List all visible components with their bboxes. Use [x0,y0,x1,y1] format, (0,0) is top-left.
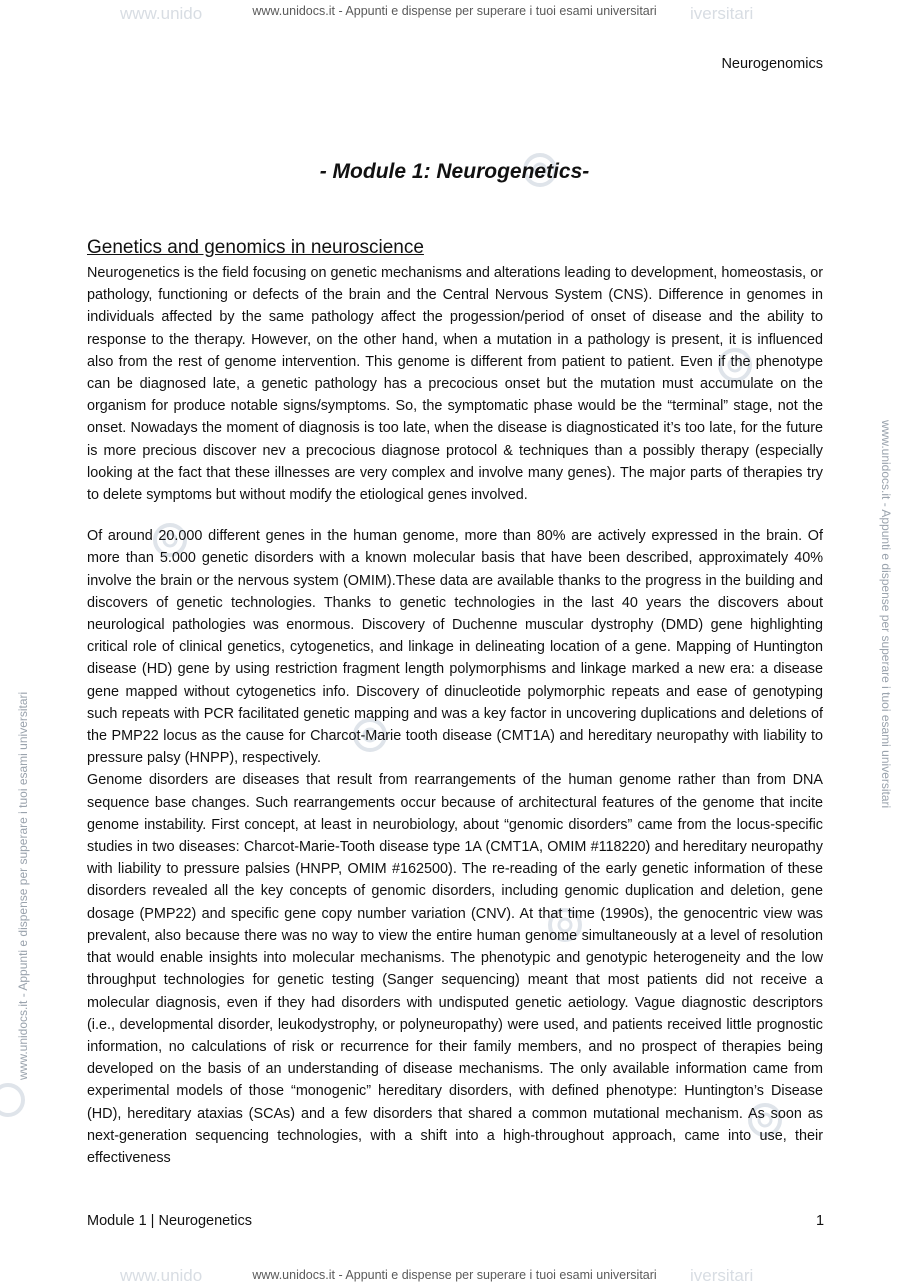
section-heading: Genetics and genomics in neuroscience [87,237,424,258]
watermark-ghost-text: www.unido [120,4,203,23]
watermark-banner-top: www.unidocs.it - Appunti e dispense per superare i tuoi esami universitari [252,4,657,18]
page-number: 1 [816,1213,825,1229]
module-title: - Module 1: Neurogenetics- [319,160,590,183]
side-watermark-left: www.unidocs.it - Appunti e dispense per superare i tuoi esami universitari [16,691,30,1080]
footer-module-label: Module 1 | Neurogenetics [87,1213,252,1229]
side-watermark-right: www.unidocs.it - Appunti e dispense per superare i tuoi esami universitari [879,420,893,809]
paragraph: Neurogenetics is the field focusing on genetic mechanisms and alterations leading to development, homeostasis, or pathology, functioning or defects of the brain and the Central Nervous System (CNS). Difference in genomes in individuals affected by the same pathology affect the progession/period of onset of disease and the ability to response to the therapy. However, on the other hand, when a mutation in a pathology is present, it is influenced also from the rest of genome intervention. This genome is different from patient to patient. Even if the phenotype can be diagnosed late, a genetic pathology has a precocious onset but the mutation must accumulate on the organism for produce notable signs/symptoms. So, the symptomatic phase would be the “terminal” stage, not the onset. Nowadays the moment of diagnosis is too late, when the disease is diagnosticated it’s too late, for the future is more precious discover nev a precocious diagnose protocol & techniques than a possibly therapy (especially looking at the fact that these illnesses are very complex and involve many genes). The major parts of therapies try to delete symptoms but without modify the etiological genes involved. [87,265,823,504]
unidocs-logo-icon [0,1080,30,1120]
watermark-ghost-text: iversitari [690,4,754,23]
watermark-banner-bottom: www.unidocs.it - Appunti e dispense per superare i tuoi esami universitari [252,1268,657,1282]
document-body [87,262,823,1169]
paragraph: Genome disorders are diseases that result from rearrangements of the human genome rather than from DNA sequence base changes. Such rearrangements occur because of architectural features of the genome that incite genome instability. First concept, at least in neurobiology, about “genomic disorders” came from the locus-specific studies in two diseases: Charcot-Marie-Tooth disease type 1A (CMT1A, OMIM #118220) and hereditary neuropathy with liability to pressure palsies (HNPP, OMIM #162500). The re-reading of the early genetic information of these disorders revealed all the key concepts of genomic disorders, including genomic duplication and deletion, gene dosage (PMP22) and specific gene copy number variation (CNV). At that time (1990s), the genocentric view was prevalent, also because there was no way to view the entire human genome simultaneously at a level of resolution that would enable insights into molecular mechanisms. The phenotypic and genotypic heterogeneity and the low throughput technologies for genetic testing (Sanger sequencing) meant that most patients did not receive a molecular diagnosis, even if they had disorders with undisputed genetic aetiology. Vague diagnostic descriptors (i.e., developmental disorder, leukodystrophy, or polyneuropathy) were used, and patients received little prognostic information, no calculations of risk or recurrence for their family members, and no prospect of therapies being developed on the basis of an understanding of disease mechanisms. The only available information came from experimental models of those “monogenic” hereditary disorders, with defined phenotype: Huntington’s Disease (HD), hereditary ataxias (SCAs) and a few disorders that shared a common mutational mechanism. As soon as next-generation sequencing technologies, with a shift into a high-throughout approach, came into use, their effectiveness [87,772,823,1166]
running-header: Neurogenomics [721,56,823,72]
watermark-ghost-text: www.unido [120,1266,203,1285]
watermark-ghost-text: iversitari [690,1266,754,1285]
paragraph: Of around 20.000 different genes in the human genome, more than 80% are actively expressed in the brain. Of more than 5.000 genetic disorders with a known molecular basis that have been described, approximately 40% involve the brain or the nervous system (OMIM).These data are available thanks to the progress in the building and discovers of genetic technologies. Thanks to genetic technologies in the last 40 years the discovers about neurological pathologies was enormous. Discovery of Duchenne muscular dystrophy (DMD) gene highlighting critical role of clinical genetics, cytogenetics, and linkage in delineating location of a gene. Mapping of Huntington disease (HD) gene by using restriction fragment length polymorphisms and linkage marked a new era: a disease gene mapped without cytogenetics info. Discovery of dinucleotide polymorphic repeats and ease of genotyping such repeats with PCR facilitated genetic mapping and was a key factor in uncovering duplications and deletions of the PMP22 locus as the cause for Charcot-Marie tooth disease (CMT1A) and hereditary neuropathy with liability to pressure palsy (HNPP), respectively. [87,528,823,767]
